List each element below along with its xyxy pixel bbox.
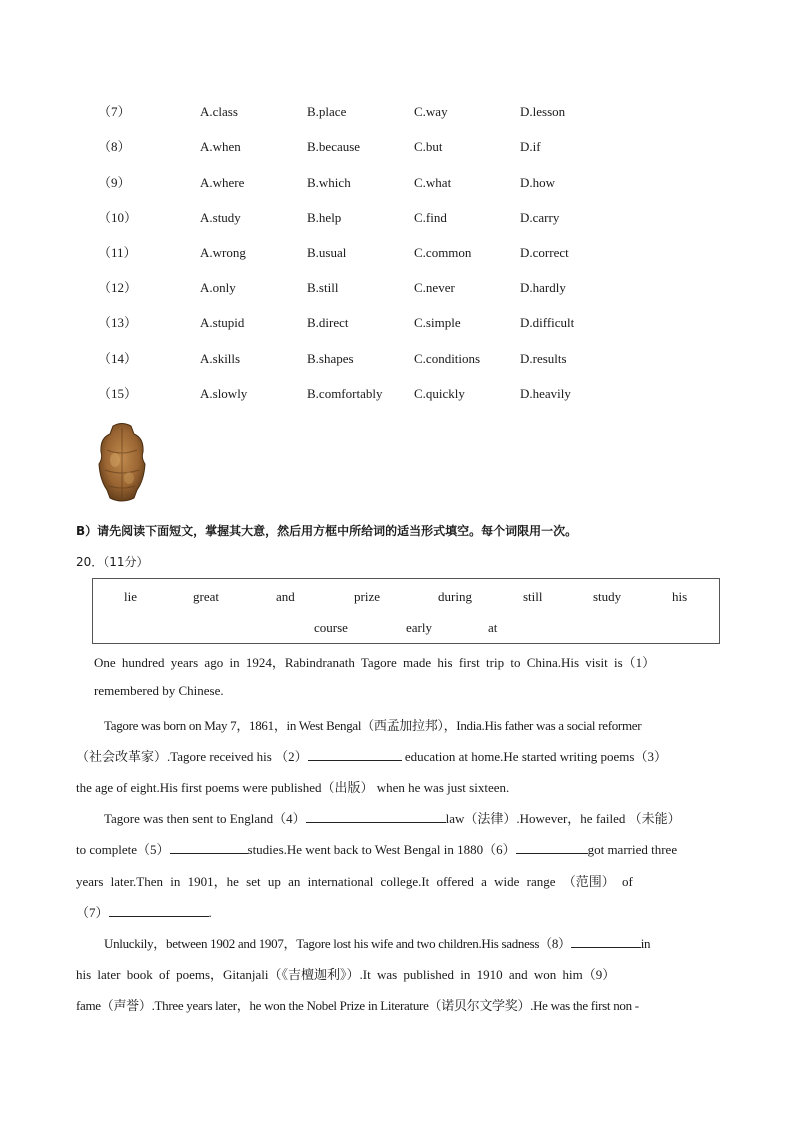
option-a: A.study (200, 210, 241, 225)
option-a: A.where (200, 175, 245, 190)
option-number: （11） (98, 245, 137, 260)
option-number: （13） (98, 315, 138, 330)
option-b: B.because (307, 139, 361, 154)
option-number: （7） (98, 104, 131, 119)
passage-line (76, 839, 677, 858)
option-number: （9） (98, 175, 131, 190)
word-bank-item: course (314, 620, 348, 635)
option-d: D.hardly (520, 280, 566, 295)
option-b: B.usual (307, 245, 347, 260)
word-bank-item: and (276, 589, 295, 604)
option-row-8 (0, 138, 794, 156)
word-bank-item: lie (124, 589, 137, 604)
option-number: （15） (98, 386, 138, 401)
passage-text: in (640, 936, 651, 951)
passage-text: law（法律）.However，he failed （未能） (445, 811, 681, 826)
option-d: D.difficult (520, 315, 575, 330)
option-c: C.way (414, 104, 448, 119)
option-d: D.carry (520, 210, 560, 225)
blank-5[interactable] (170, 839, 248, 854)
option-a: A.wrong (200, 245, 246, 260)
blank-7[interactable] (109, 902, 209, 917)
option-d: D.lesson (520, 104, 566, 119)
option-row-15 (0, 385, 794, 403)
passage-line: fame（声誉）.Three years later，he won the Nobel Prize in Literature（诺贝尔文学奖）.He was the first non - (76, 998, 639, 1013)
option-c: C.find (414, 210, 447, 225)
passage-line: the age of eight.His first poems were published（出版） when he was just sixteen. (76, 780, 510, 795)
option-row-12 (0, 279, 794, 297)
blank-4[interactable] (306, 808, 446, 823)
passage-text: Unluckily，between 1902 and 1907，Tagore lost his wife and two children.His sadness（8） (104, 936, 571, 951)
option-a: A.skills (200, 351, 241, 366)
option-b: B.help (307, 210, 342, 225)
option-b: B.still (307, 280, 339, 295)
passage-text: to complete（5） (76, 842, 170, 857)
word-bank-item: at (488, 620, 498, 635)
word-bank-item: still (523, 589, 543, 604)
option-row-11 (0, 244, 794, 262)
option-c: C.conditions (414, 351, 481, 366)
word-bank-item: his (672, 589, 688, 604)
passage-line: years later.Then in 1901，he set up an international college.It offered a wide range （范围） of (76, 874, 633, 889)
option-b: B.which (307, 175, 351, 190)
passage-text: （7） (76, 905, 109, 920)
option-b: B.place (307, 104, 347, 119)
passage-line (104, 933, 650, 952)
word-bank-box (92, 578, 720, 644)
question-number: 20．（11分） (76, 555, 149, 569)
word-bank-item: early (406, 620, 432, 635)
passage-text: education at home.He started writing poems（3） (401, 749, 667, 764)
passage-line: Tagore was born on May 7，1861，in West Bengal（西孟加拉邦），India.His father was a social reformer (104, 718, 642, 733)
option-row-13 (0, 314, 794, 332)
option-a: A.slowly (200, 386, 248, 401)
passage-line (104, 808, 681, 827)
section-b-title: B）请先阅读下面短文，掌握其大意，然后用方框中所给词的适当形式填空。每个词限用一次。 (76, 524, 578, 538)
option-d: D.results (520, 351, 567, 366)
option-number: （14） (98, 351, 138, 366)
passage-line: his later book of poems，Gitanjali（《吉檀迦利》）.It was published in 1910 and won him（9） (76, 967, 616, 982)
option-b: B.direct (307, 315, 349, 330)
passage-line (76, 746, 667, 765)
option-b: B.comfortably (307, 386, 383, 401)
blank-8[interactable] (571, 933, 641, 948)
option-row-10 (0, 209, 794, 227)
passage-text: studies.He went back to West Bengal in 1880（6） (247, 842, 516, 857)
word-bank-item: great (193, 589, 219, 604)
passage-line: remembered by Chinese. (94, 683, 224, 698)
option-c: C.quickly (414, 386, 465, 401)
option-b: B.shapes (307, 351, 354, 366)
option-number: （8） (98, 139, 131, 154)
option-row-9 (0, 174, 794, 192)
option-row-14 (0, 350, 794, 368)
passage-text: got married three (587, 842, 678, 857)
option-row-7 (0, 103, 794, 121)
option-a: A.when (200, 139, 241, 154)
option-d: D.how (520, 175, 556, 190)
option-d: D.correct (520, 245, 569, 260)
word-bank-item: during (438, 589, 472, 604)
option-number: （10） (98, 210, 138, 225)
passage-line: One hundred years ago in 1924，Rabindranath Tagore made his first trip to China.His visit is（1） (94, 655, 656, 670)
option-a: A.only (200, 280, 236, 295)
blank-2[interactable] (308, 746, 402, 761)
word-bank-item: study (593, 589, 622, 604)
option-number: （12） (98, 280, 138, 295)
turtle-shell-image (97, 422, 147, 504)
passage-text: . (208, 905, 212, 920)
option-c: C.but (414, 139, 443, 154)
passage-line (76, 902, 212, 921)
option-c: C.what (414, 175, 452, 190)
option-c: C.simple (414, 315, 461, 330)
blank-6[interactable] (516, 839, 588, 854)
passage-text: （社会改革家）.Tagore received his （2） (76, 749, 308, 764)
option-c: C.common (414, 245, 472, 260)
word-bank-item: prize (354, 589, 380, 604)
option-a: A.stupid (200, 315, 245, 330)
passage-text: Tagore was then sent to England（4） (104, 811, 306, 826)
option-c: C.never (414, 280, 455, 295)
option-a: A.class (200, 104, 238, 119)
option-d: D.heavily (520, 386, 571, 401)
option-d: D.if (520, 139, 541, 154)
